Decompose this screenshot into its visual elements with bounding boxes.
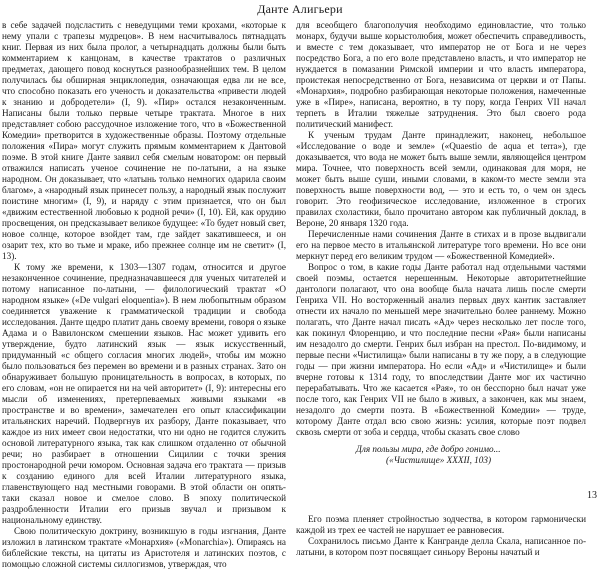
paragraph: К тому же времени, к 1303—1307 годам, относится и другое незаконченное сочинение, предназначавшееся для ученых читателей и потому написанное по-латыни, — филологический трактат «О народном языке» («De vulgari eloquentia»). В нем любопытным образом соединяется уважение к грамматической традиции и свобода исследования. Данте щедро платит дань своему времени, говоря о языке Адама и о Вавилонском смешении языков. Нас может удивить его утверждение, будто латинский язык — язык искусственный, придуманный «с общего согласия многих людей», чтобы им можно было пользоваться без перемен во времени и в разных странах. Зато он обнаруживает большую проницательность в вопросах, в которых, по его словам, «он не опирается ни на чей авторитет» (I, 9): интересны его мысли об изменениях, претерпеваемых живыми языками «в пространстве и во времени», замечателен его опыт классификации итальянских наречий. Подвергнув их разбору, Данте показывает, что каждое из них имеет свои недостатки, что ни одно не годится служить основой литературного языка, так как слишком отдаленно от обычной речи; но разбирает в отношении Сицилии с точки зрения простонародной речи юмором. Основная задача его трактата — призыв к созданию единого для всей Италии литературного языка, главенствующего над местными говорами. В этой области он опять-таки сказал новое и смелое слово. В эпоху политической раздробленности Италии его призыв звучал и призывом к национальному единству. [2, 262, 286, 525]
verse-quote [296, 444, 586, 466]
running-header: Данте Алигьери [257, 2, 343, 16]
paragraph: для всеобщего благополучия необходимо единовластие, что только монарх, будучи выше корыстолюбия, может обеспечить справедливость, и вместе с тем доказывает, что император не от Бога и не через посредство Бога, а по его воле представлено власть, и что император не нуждается в помазании Римской империи и что власть императора, проистекая непосредственно от Бога, независима от церкви и от Папы. «Монархия», подробно разбирающая некоторые положения, намеченные уже в «Пире», написана, вероятно, в ту пору, когда Генрих VII начал терпеть в Италии тяжелые затруднения. Это был своего рода политический манифест. [296, 20, 586, 129]
verse-line: Для пользы мира, где добро гонимо... [356, 444, 501, 454]
left-column [2, 20, 286, 570]
paragraph: Сохранилось письмо Данте к Кангранде делла Скала, написанное по-латыни, в котором поэт посвящает синьору Вероны начатый и [296, 536, 586, 557]
paragraph: Свою политическую доктрину, возникшую в годы изгнания, Данте изложил в латинском трактате «Монархия» («Monarchia»). Опираясь на библейские тексты, на цитаты из Аристотеля и латинских поэтов, с помощью сложной системы силлогизмов, утверждая, что [2, 526, 286, 569]
paragraph: Перечисленные нами сочинения Данте в стихах и в прозе выдвигали его на первое место в итальянской литературе того времени. Но все они меркнут перед его великим трудом — «Божественной Комедией». [296, 229, 586, 261]
paragraph: Вопрос о том, в какие годы Данте работал над отдельными частями своей поэмы, остается нерешенным. Некоторые авторитетнейшие дантологи полагают, что она вообще была начата лишь после смерти Генриха VII. Но восторженный анализ первых двух кантик заставляет отнести их начало по меньшей мере значительно более раннему. Можно полагать, что Данте начал писать «Ад» через несколько лет после того, как покинул Флоренцию, и что последние песни «Рая» были написаны им незадолго до смерти. Генрих был избран на престол. По-видимому, и первые песни «Чистилища» были написаны в ту же пору, а в следующие годы — при жизни императора. Но если «Ад» и «Чистилище» и были вчерне готовы к 1314 году, то впоследствии Данте мог их частично перерабатывать. Что же касается «Рая», то он бесспорно был начат уже после того, как Генрих VII не было в живых, а закончен, как мы знаем, незадолго до смерти поэта. В «Божественной Комедии» — труде, которому Данте отдал всю свою жизнь: усилия, которые поэт подвел сквозь смерти от зоба и сердца, чтобы сказать свое слово [296, 262, 586, 437]
paragraph: К ученым трудам Данте принадлежит, наконец, небольшое «Исследование о воде и земле» («Quaestio de aqua et terra»), где доказывается, что вода не может быть выше земли, являющейся центром мира. Точнее, что поверхность всей земли, одинаковая для моря, не может быть выше суши, иными словами, в каком-то месте земли эта поверхность выше поверхности вод, — это и есть то, о чем он здесь говорит. Это геофизическое исследование, изложенное в строгих правилах схоластики, было прочитано автором как публичный доклад, в Вероне, 20 января 1320 года. [296, 130, 586, 228]
paragraph: в себе задачей подсластить с неведущими теми крохами, «которые к нему упали с трапезы мудрецов». В нем насчитывалось пятнадцать книг. Первая из них была пролог, а четырнадцать должны были быть комментарием к канцонам, в качестве трактатов о различных предметах, дающего повод коснуться разнообразнейших тем. В целом получилась бы обширная энциклопедия, означающая едва ли не все, что способно показать его ученость и доказательства «привести людей к знанию и добродетели» (I, 9). «Пир» остался незаконченным. Написаны были только первые четыре трактата. Многое в них представляет собою рассудочное изложение того, что в «Божественной Комедии» претворится в художественные образы. Поэтому отдельные положения «Пира» могут служить прямым комментарием к Дантовой поэме. В этой книге Данте заявил себя смелым новатором: он первый отважился написать ученое сочинение не по-латыни, а на языке народном. Он доказывает, что «латынь только немногих одарила своим благом», а «народный язык принесет пользу, а народный язык послужит поистине многим» (I, 9), и наряду с этим признается, что он был «движим естественной любовью к родной речи» (I, 10). Ей, как орудию просвещения, он предсказывает великое будущее: «То будет новый свет, новое солнце, которое взойдет там, где зайдет закатившееся, и он озарит тех, кто во тьме и мраке, ибо прежнее солнце им не светит» (I, 13). [2, 20, 286, 261]
page-number: 13 [587, 490, 597, 501]
watermark-gap [296, 472, 586, 514]
paragraph: Его поэма пленяет стройностью зодчества, в котором гармонически каждой из трех ее частей не нарушает ее равновесия. [296, 514, 586, 535]
verse-source: («Чистилище» XXXII, 103) [386, 455, 492, 465]
right-column [296, 20, 586, 558]
